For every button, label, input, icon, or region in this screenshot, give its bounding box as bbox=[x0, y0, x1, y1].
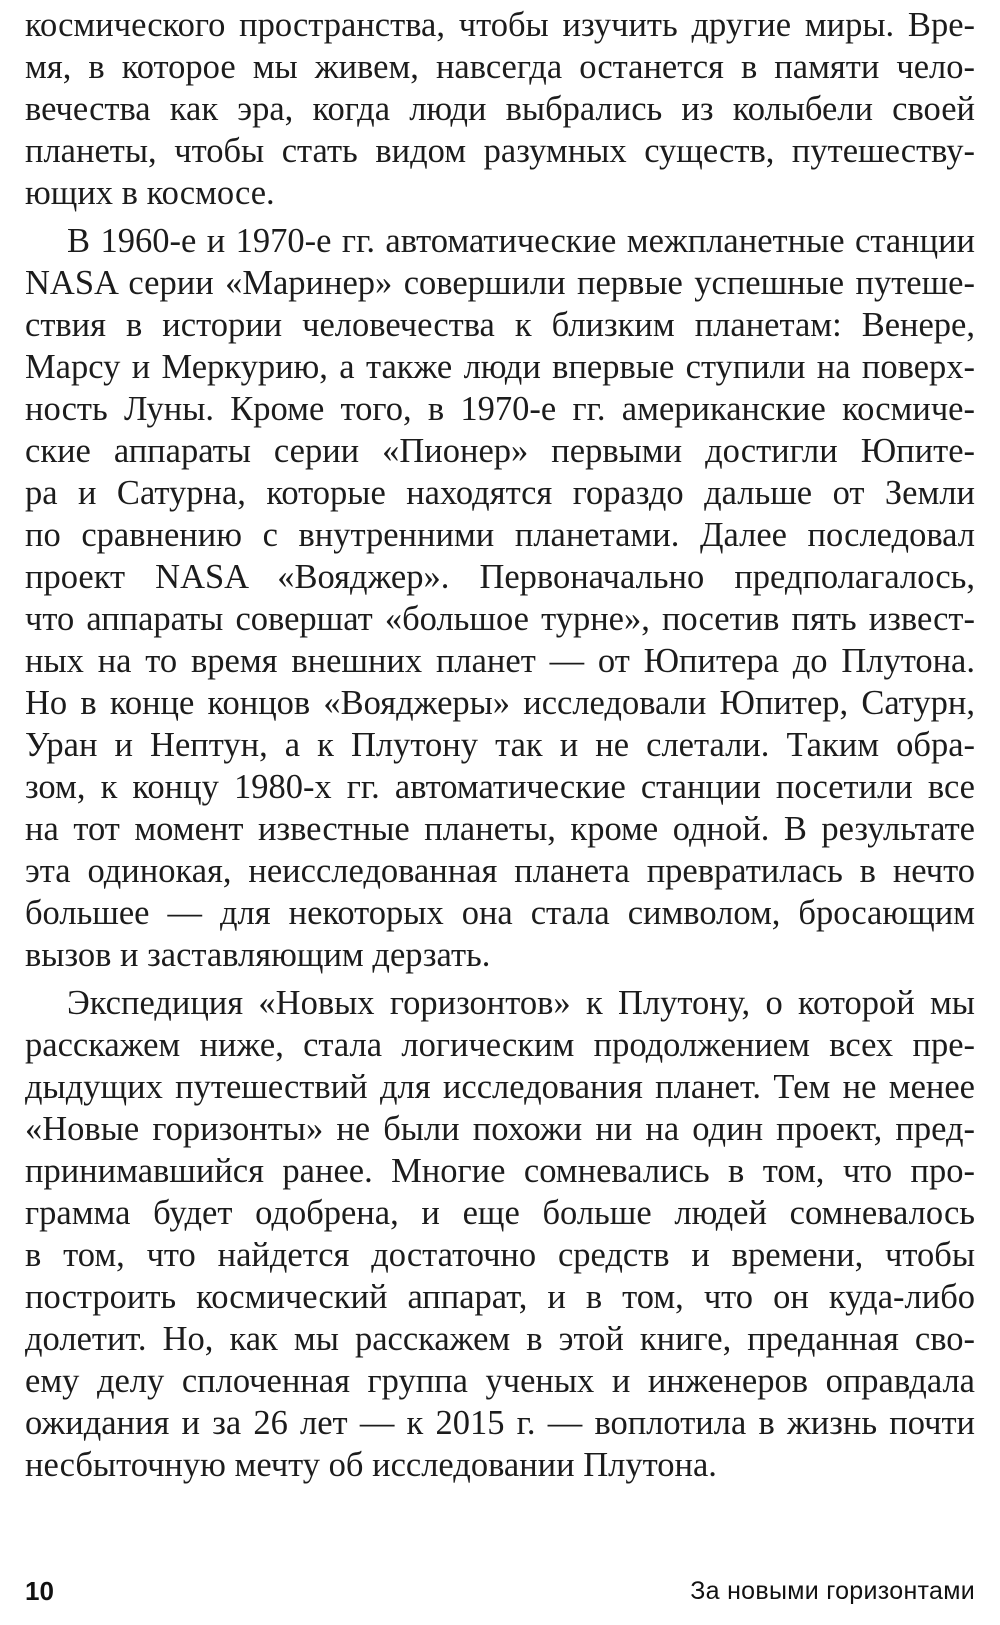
body-text bbox=[25, 4, 975, 1486]
text-line: ных на то время внешних планет — от Юпитера до Плутона. bbox=[25, 642, 975, 680]
text-line: долетит. Но, как мы расскажем в этой книге, преданная сво- bbox=[25, 1320, 975, 1358]
text-line: большее — для некоторых она стала символом, бросающим bbox=[25, 894, 975, 932]
text-line: грамма будет одобрена, и еще больше людей сомневалось bbox=[25, 1194, 975, 1232]
page-number: 10 bbox=[25, 1576, 54, 1606]
text-line: космического пространства, чтобы изучить другие миры. Вре- bbox=[25, 6, 975, 44]
paragraph-3 bbox=[25, 982, 975, 1486]
text-line: вызов и заставляющим дерзать. bbox=[25, 936, 491, 974]
text-line: проект NASA «Вояджер». Первоначально предполагалось, bbox=[25, 558, 975, 596]
text-line: что аппараты совершат «большое турне», посетив пять извест- bbox=[25, 600, 975, 638]
text-line: на тот момент известные планеты, кроме одной. В результате bbox=[25, 810, 975, 848]
text-line: В 1960-е и 1970-е гг. автоматические межпланетные станции bbox=[67, 222, 975, 260]
text-line: несбыточную мечту об исследовании Плутона. bbox=[25, 1446, 717, 1484]
text-line: Уран и Нептун, а к Плутону так и не слетали. Таким обра- bbox=[25, 726, 975, 764]
text-line: Но в конце концов «Вояджеры» исследовали Юпитер, Сатурн, bbox=[25, 684, 975, 722]
paragraph-1 bbox=[25, 4, 975, 214]
text-line: ские аппараты серии «Пионер» первыми достигли Юпите- bbox=[25, 432, 975, 470]
text-line: вечества как эра, когда люди выбрались из колыбели своей bbox=[25, 90, 975, 128]
paragraph-2 bbox=[25, 220, 975, 976]
text-line: принимавшийся ранее. Многие сомневались в том, что про- bbox=[25, 1152, 975, 1190]
text-line: Марсу и Меркурию, а также люди впервые ступили на поверх- bbox=[25, 348, 975, 386]
text-line: мя, в которое мы живем, навсегда останется в памяти чело- bbox=[25, 48, 975, 86]
text-line: дыдущих путешествий для исследования планет. Тем не менее bbox=[25, 1068, 975, 1106]
running-title: За новыми горизонтами bbox=[690, 1577, 975, 1605]
text-line: ющих в космосе. bbox=[25, 174, 275, 212]
text-line: зом, к концу 1980-х гг. автоматические станции посетили все bbox=[25, 768, 975, 806]
text-line: ему делу сплоченная группа ученых и инженеров оправдала bbox=[25, 1362, 975, 1400]
text-line: в том, что найдется достаточно средств и времени, чтобы bbox=[25, 1236, 975, 1274]
text-line: построить космический аппарат, и в том, что он куда-либо bbox=[25, 1278, 975, 1316]
text-line: ожидания и за 26 лет — к 2015 г. — воплотила в жизнь почти bbox=[25, 1404, 975, 1442]
page-footer bbox=[25, 1574, 975, 1608]
text-line: NASA серии «Маринер» совершили первые успешные путеше- bbox=[25, 264, 975, 302]
text-line: Экспедиция «Новых горизонтов» к Плутону, о которой мы bbox=[67, 984, 975, 1022]
text-line: эта одинокая, неисследованная планета превратилась в нечто bbox=[25, 852, 975, 890]
text-line: расскажем ниже, стала логическим продолжением всех пре- bbox=[25, 1026, 975, 1064]
text-line: ра и Сатурна, которые находятся гораздо дальше от Земли bbox=[25, 474, 975, 512]
text-line: ствия в истории человечества к близким планетам: Венере, bbox=[25, 306, 975, 344]
text-line: планеты, чтобы стать видом разумных существ, путешеству- bbox=[25, 132, 975, 170]
text-line: ность Луны. Кроме того, в 1970-е гг. американские космиче- bbox=[25, 390, 975, 428]
text-line: по сравнению с внутренними планетами. Далее последовал bbox=[25, 516, 975, 554]
text-line: «Новые горизонты» не были похожи ни на один проект, пред- bbox=[25, 1110, 975, 1148]
